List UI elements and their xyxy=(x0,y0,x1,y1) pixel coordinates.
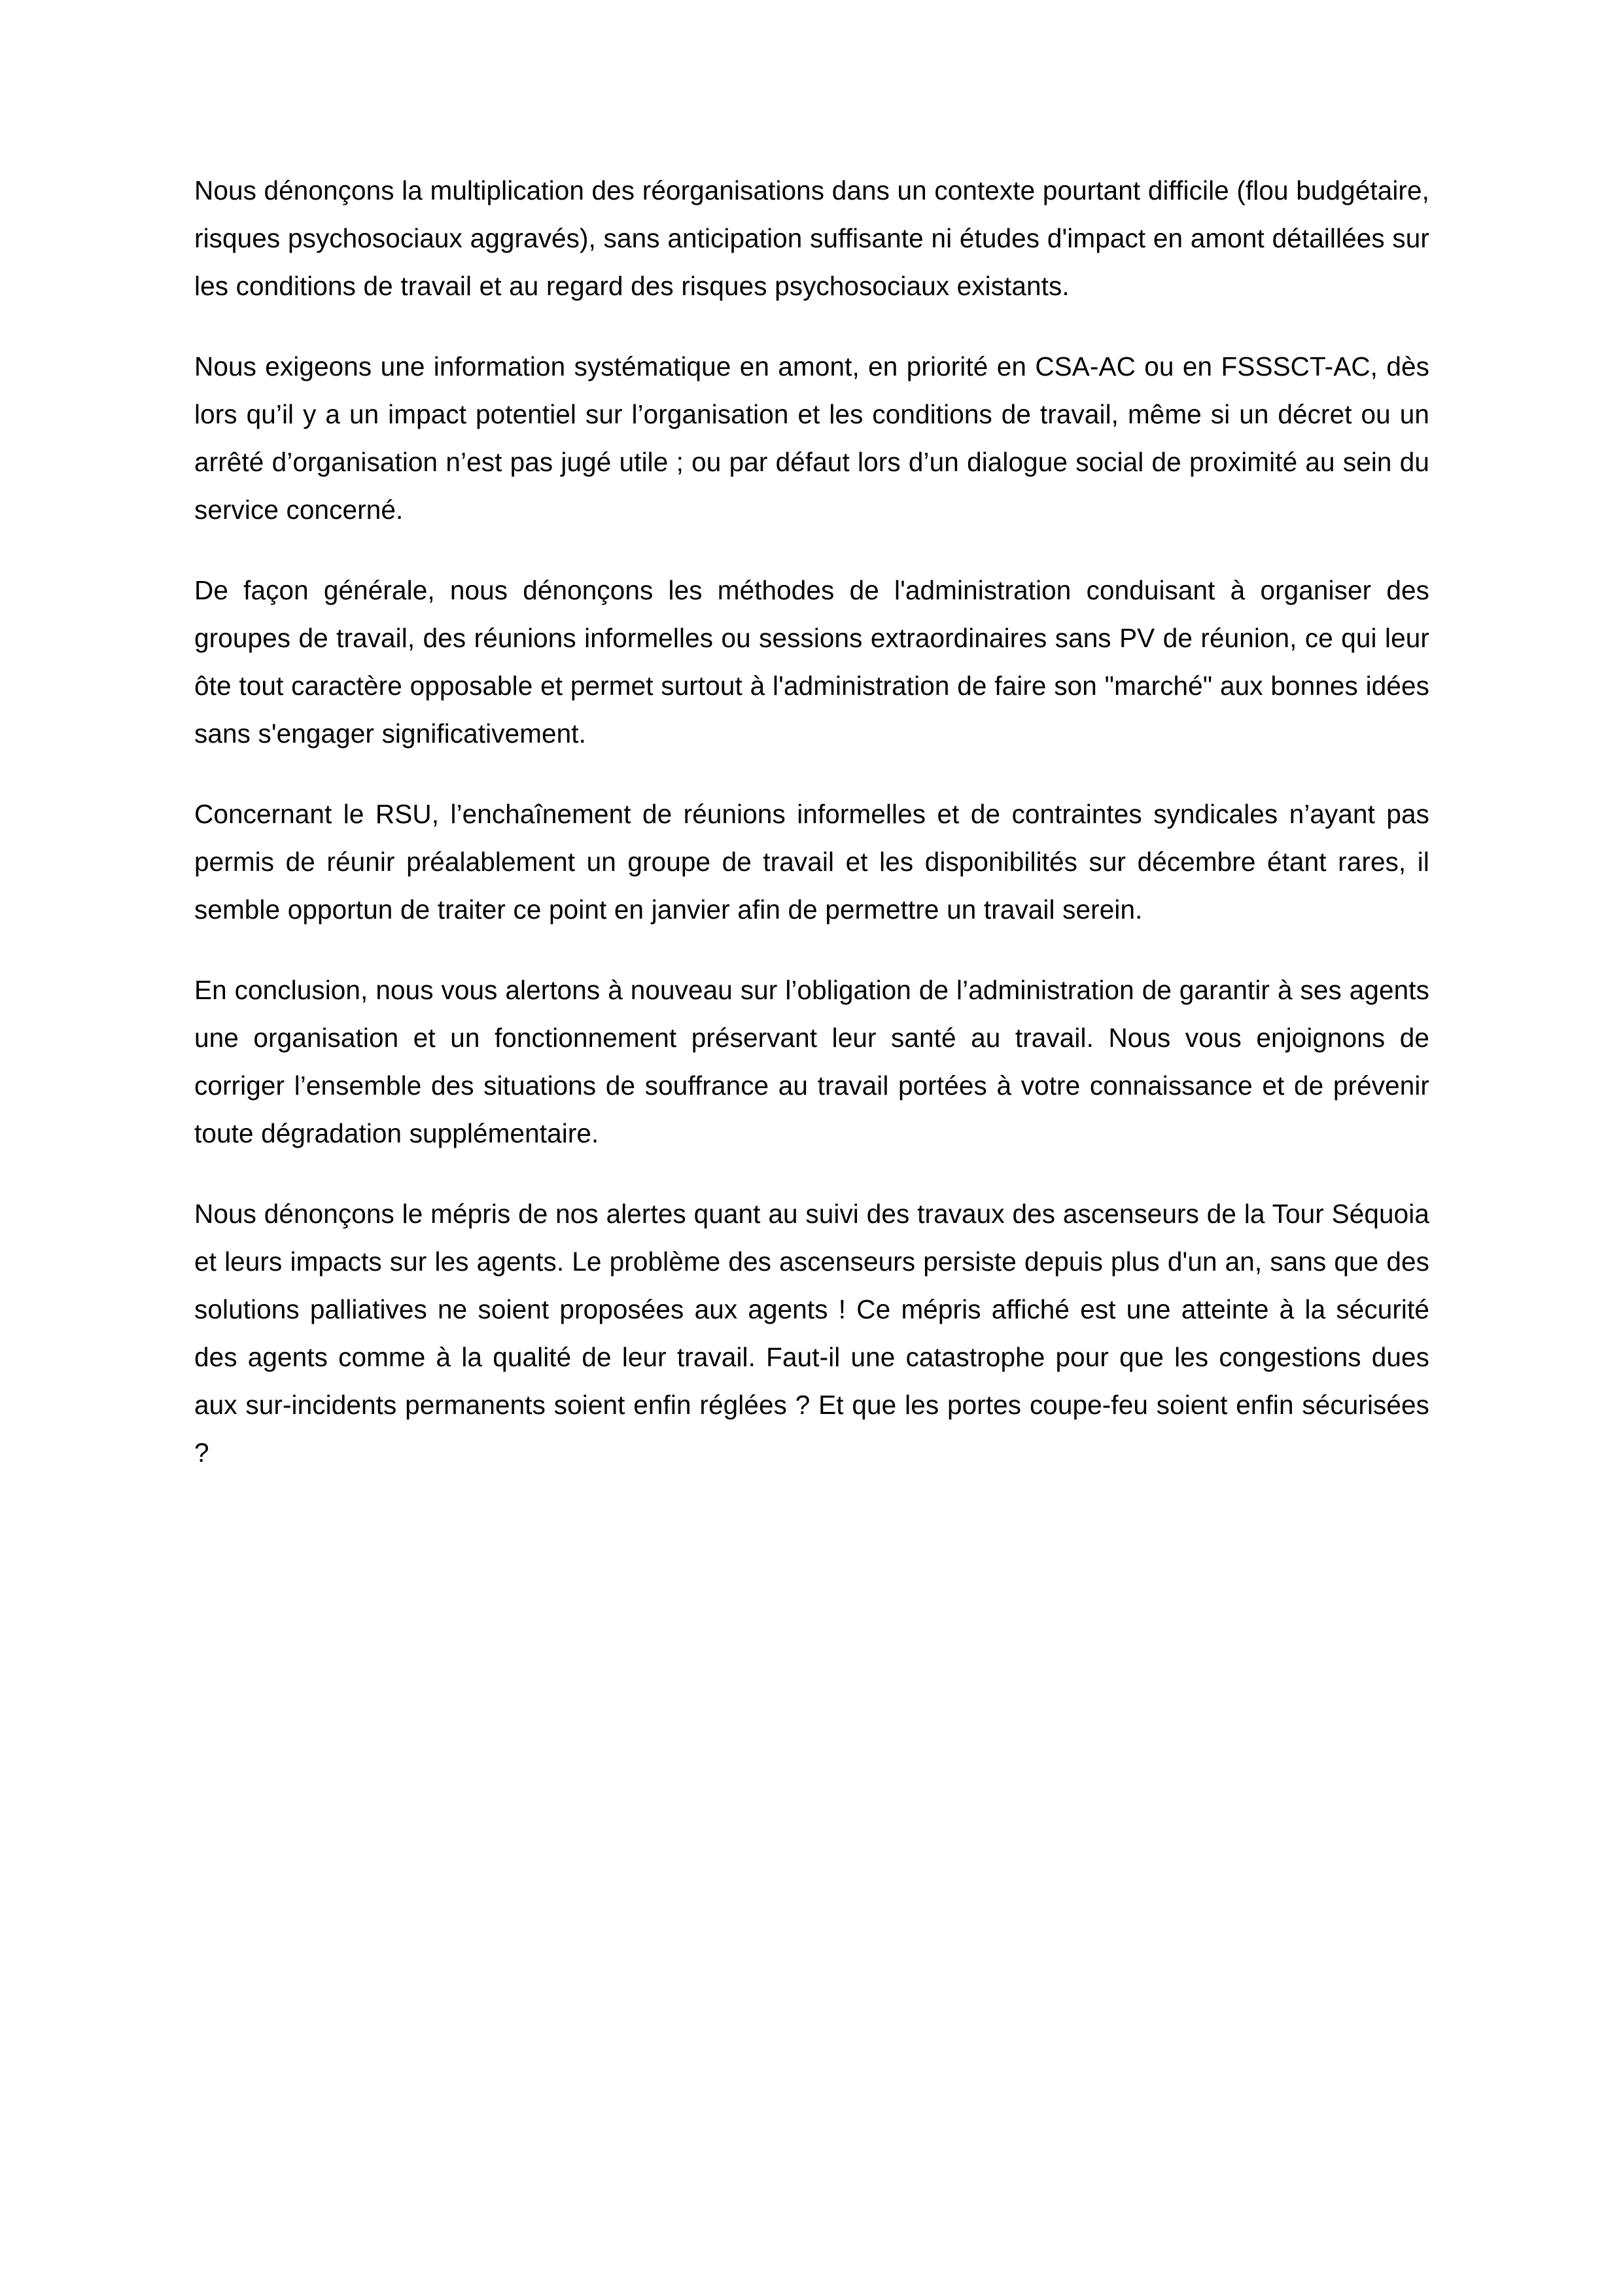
paragraph-conclusion: En conclusion, nous vous alertons à nouveau sur l’obligation de l’administration de garantir à ses agents une organisation et un fonctionnement préservant leur santé au travail. Nous vous enjoignons de corriger l’ensemble des situations de souffrance au travail portées à votre connaissance et de prévenir toute dégradation supplémentaire. xyxy=(194,975,1429,1148)
paragraph-methodes-administration: De façon générale, nous dénonçons les méthodes de l'administration conduisant à organiser des groupes de travail, des réunions informelles ou sessions extraordinaires sans PV de réunion, ce qui leur ôte tout caractère opposable et permet surtout à l'administration de faire son "marché" aux bonnes idées sans s'engager significativement. xyxy=(194,575,1429,749)
paragraph-ascenseurs: Nous dénonçons le mépris de nos alertes quant au suivi des travaux des ascenseurs de la Tour Séquoia et leurs impacts sur les agents. Le problème des ascenseurs persiste depuis plus d'un an, sans que des solutions palliatives ne soient proposées aux agents ! Ce mépris affiché est une atteinte à la sécurité des agents comme à la qualité de leur travail. Faut-il une catastrophe pour que les congestions dues aux sur-incidents permanents soient enfin réglées ? Et que les portes coupe-feu soient enfin sécurisées ? xyxy=(194,1199,1429,1468)
paragraph-rsu: Concernant le RSU, l’enchaînement de réunions informelles et de contraintes syndicales n’ayant pas permis de réunir préalablement un groupe de travail et les disponibilités sur décembre étant rares, il semble opportun de traiter ce point en janvier afin de permettre un travail serein. xyxy=(194,799,1429,925)
document-body xyxy=(194,167,1429,1477)
paragraph-information-systematique: Nous exigeons une information systématique en amont, en priorité en CSA-AC ou en FSSSCT-AC, dès lors qu’il y a un impact potentiel sur l’organisation et les conditions de travail, même si un décret ou un arrêté d’organisation n’est pas jugé utile ; ou par défaut lors d’un dialogue social de proximité au sein du service concerné. xyxy=(194,351,1429,525)
paragraph-reorganisations: Nous dénonçons la multiplication des réorganisations dans un contexte pourtant difficile (flou budgétaire, risques psychosociaux aggravés), sans anticipation suffisante ni études d'impact en amont détaillées sur les conditions de travail et au regard des risques psychosociaux existants. xyxy=(194,175,1429,301)
